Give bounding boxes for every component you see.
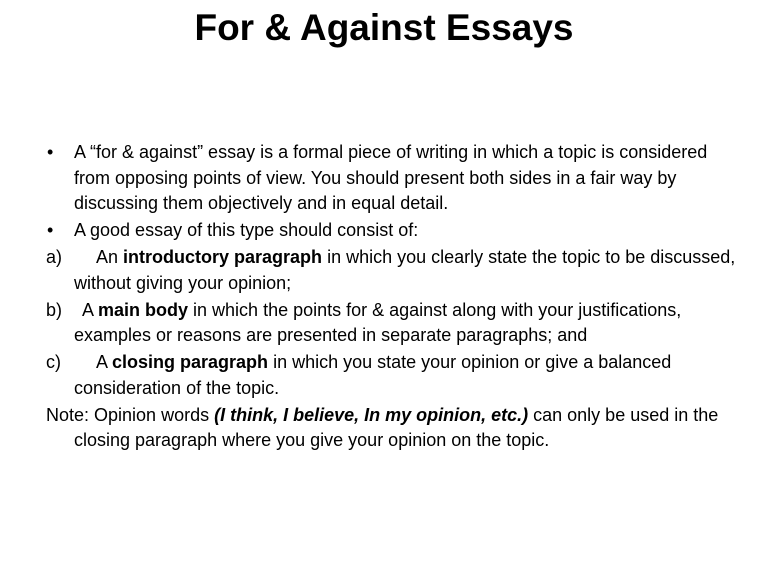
note-opinion-words: (I think, I believe, In my opinion, etc.): [214, 404, 529, 425]
bullet-point: [46, 140, 746, 217]
bullet-point: [46, 218, 746, 244]
bullet-text: A good essay of this type should consist of:: [74, 220, 419, 241]
slide-body: [46, 140, 746, 455]
bullet-glyph: •: [47, 142, 54, 162]
list-item-text: in which you clearly state the topic to be discussed, without giving your opinion;: [74, 247, 736, 293]
bullet-glyph: •: [47, 220, 54, 241]
bullet-text: A “for & against” essay is a formal piece of writing in which a topic is considered from opposing points of view. You should present both sides in a fair way by discussing them objectively and in equal detail.: [74, 142, 708, 214]
list-item-text: in which you state your opinion or give a balanced consideration of the topic.: [74, 352, 672, 398]
list-item-keyword: introductory paragraph: [123, 247, 323, 268]
list-item-keyword: closing paragraph: [112, 352, 269, 373]
list-marker: a): [46, 247, 63, 268]
list-marker: b): [46, 299, 63, 320]
note-text: can only be used in the closing paragraph where you give your opinion on the topic.: [74, 404, 719, 451]
list-item-lead: An: [96, 247, 124, 268]
list-item-c: [46, 350, 746, 401]
list-item-text: in which the points for & against along with your justifications, examples or reasons are presented in separate paragraphs; and: [74, 299, 682, 346]
list-item-a: [46, 245, 746, 296]
note-paragraph: [46, 403, 746, 454]
list-item-lead: A: [82, 299, 99, 320]
list-marker: c): [46, 352, 61, 373]
list-item-lead: A: [96, 352, 113, 373]
list-item-b: [46, 298, 746, 349]
list-item-keyword: main body: [98, 299, 189, 320]
note-prefix: Note: Opinion words: [46, 404, 215, 425]
slide-title: For & Against Essays: [194, 7, 574, 48]
